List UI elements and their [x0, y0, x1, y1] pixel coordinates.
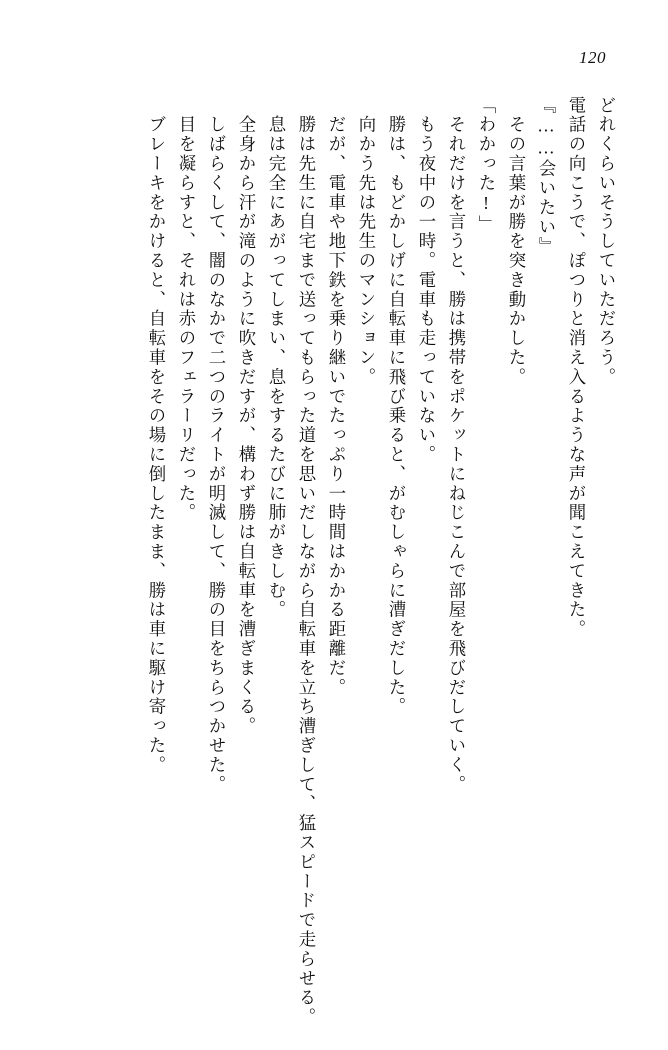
- text-line: しばらくして、闇のなかで二つのライトが明滅して、勝の目をちらつかせた。: [206, 96, 226, 795]
- text-line: 全身から汗が滝のように吹きだすが、構わず勝は自転車を漕ぎまくる。: [236, 96, 256, 737]
- text-line: どれくらいそうしていただろう。: [596, 96, 616, 387]
- text-line: 『……会いたい』: [536, 96, 556, 257]
- text-line: 「わかった!」: [476, 96, 496, 235]
- text-line: それだけを言うと、勝は携帯をポケットにねじこんで部屋を飛びだしていく。: [446, 96, 466, 795]
- text-line: 勝は、もどかしげに自転車に飛び乗ると、がむしゃらに漕ぎだした。: [386, 96, 406, 717]
- text-line: ブレーキをかけると、自転車をその場に倒したまま、勝は車に駆け寄った。: [146, 96, 166, 775]
- text-line: その言葉が勝を突き動かした。: [506, 96, 526, 387]
- text-line: 息は完全にあがってしまい、息をするたびに肺がきしむ。: [266, 96, 286, 620]
- text-line: 電話の向こうで、ぽつりと消え入るような声が聞こえてきた。: [566, 96, 586, 640]
- text-line: 向かう先は先生のマンション。: [356, 96, 376, 387]
- text-line: だが、電車や地下鉄を乗り継いでたっぷり一時間はかかる距離だ。: [326, 96, 346, 698]
- vertical-text-body: [40, 96, 616, 1028]
- page-number: 120: [579, 48, 606, 67]
- text-line: 勝は先生に自宅まで送ってもらった道を思いだしながら自転車を立ち漕ぎして、猛スピードで走らせる。: [296, 96, 316, 1028]
- text-line: もう夜中の一時。電車も走っていない。: [416, 96, 436, 465]
- text-line: 目を凝らすと、それは赤のフェラーリだった。: [176, 96, 196, 523]
